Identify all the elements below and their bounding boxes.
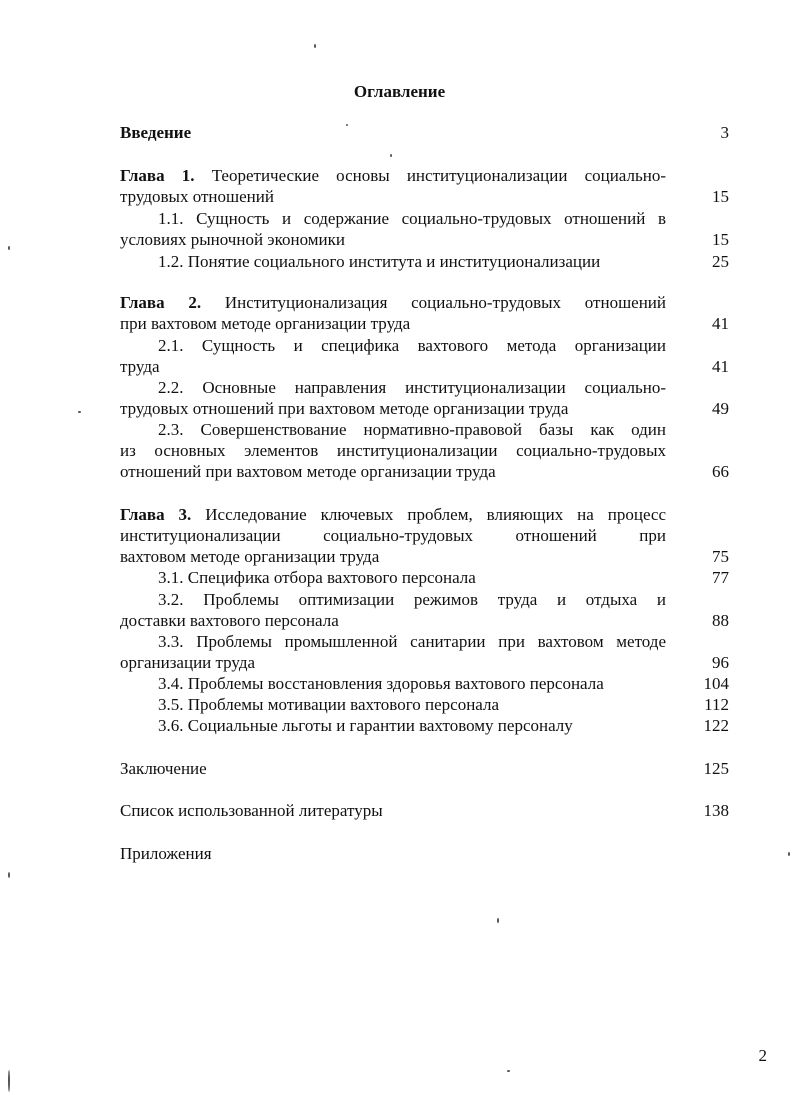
ch1-title-part1: Теоретические основы институционализации социально- [211,166,666,185]
toc-heading: Оглавление [353,82,446,101]
toc-entry-2-2-line2: трудовых отношений при вахтовом методе организации труда [120,399,569,418]
ch3-title-part1: Исследование ключевых проблем, влияющих на процесс [205,505,667,524]
scan-speck [8,872,10,878]
toc-entry-2-3-line1: 2.3. Совершенствование нормативно-правовой базы как один [158,420,666,439]
page-number: 2 [758,1046,767,1065]
scan-speck [507,1070,510,1072]
toc-entry-1-2: 1.2. Понятие социального института и институционализации [158,252,601,271]
toc-page-intro: 3 [720,123,729,142]
toc-page-1-1: 15 [712,230,729,249]
toc-entry-1-1-line2: условиях рыночной экономики [120,230,345,249]
toc-page-2-3: 66 [712,462,729,481]
ch1-label: Глава 1. [120,166,195,185]
toc-entry-ch1-line2: трудовых отношений [120,187,274,206]
toc-entry-3-2-line2: доставки вахтового персонала [120,611,339,630]
ch2-label: Глава 2. [120,293,202,312]
scan-speck [497,918,499,923]
toc-entry-3-3-line2: организации труда [120,653,256,672]
ch2-title-part1: Институционализация социально-трудовых отношений [224,293,666,312]
toc-page-1-2: 25 [712,252,729,271]
scan-speck [346,124,348,126]
toc-entry-1-1-line1: 1.1. Сущность и содержание социально-трудовых отношений в [158,209,666,228]
toc-entry-ch3-line3: вахтовом методе организации труда [120,547,380,566]
toc-entry-conclusion: Заключение [120,759,207,778]
toc-page-3-4: 104 [703,674,729,693]
toc-entry-3-2-line1: 3.2. Проблемы оптимизации режимов труда и отдыха и [158,590,666,609]
scan-speck [78,411,81,413]
toc-entry-2-2-line1: 2.2. Основные направления институционализации социально- [158,378,666,397]
toc-page-conclusion: 125 [703,759,729,778]
scan-speck [788,852,790,856]
toc-page-ch3: 75 [712,547,729,566]
toc-entry-ch1-line1 [120,165,666,186]
toc-entry-3-4: 3.4. Проблемы восстановления здоровья вахтового персонала [158,674,604,693]
toc-entry-ch3-line1 [120,504,666,525]
toc-entry-intro: Введение [120,123,192,142]
ch3-label: Глава 3. [120,505,192,524]
toc-entry-3-1: 3.1. Специфика отбора вахтового персонала [158,568,476,587]
scan-speck [8,1070,10,1092]
toc-entry-2-3-line3: отношений при вахтовом методе организации труда [120,462,496,481]
toc-entry-2-1-line1: 2.1. Сущность и специфика вахтового метода организации [158,336,666,355]
toc-page-3-5: 112 [704,695,729,714]
toc-page-ch1: 15 [712,187,729,206]
toc-entry-2-1-line2: труда [120,357,160,376]
toc-page-3-2: 88 [712,611,729,630]
toc-page-3-3: 96 [712,653,729,672]
toc-page-2-1: 41 [712,357,729,376]
toc-entry-ch2-line1 [120,292,666,313]
toc-page-3-6: 122 [703,716,729,735]
toc-entry-2-3-line2: из основных элементов институционализации социально-трудовых [120,441,666,460]
toc-entry-3-5: 3.5. Проблемы мотивации вахтового персонала [158,695,500,714]
scan-speck [314,44,316,48]
scan-speck [8,246,10,250]
scan-speck [390,154,392,157]
toc-entry-ch2-line2: при вахтовом методе организации труда [120,314,411,333]
toc-entry-ch3-line2: институционализации социально-трудовых отношений при [120,526,666,545]
toc-entry-3-6: 3.6. Социальные льготы и гарантии вахтовому персоналу [158,716,573,735]
toc-entry-references: Список использованной литературы [120,801,383,820]
toc-entry-3-3-line1: 3.3. Проблемы промышленной санитарии при вахтовом методе [158,632,666,651]
toc-page-2-2: 49 [712,399,729,418]
toc-page-ch2: 41 [712,314,729,333]
toc-entry-appendix: Приложения [120,844,212,863]
toc-page-3-1: 77 [712,568,729,587]
toc-page-references: 138 [703,801,729,820]
